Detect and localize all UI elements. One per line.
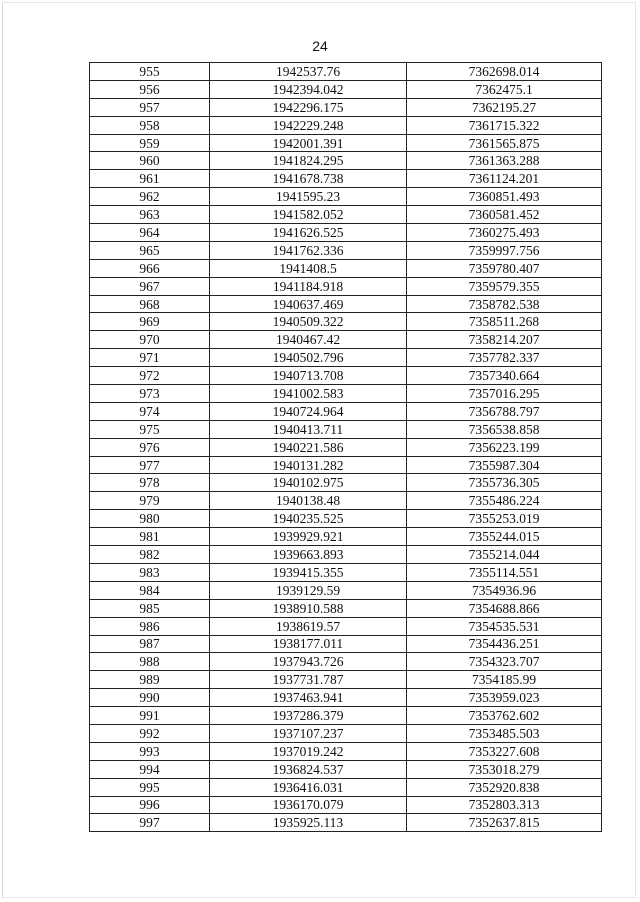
x-coordinate-cell: 1941824.295 <box>210 152 407 170</box>
x-coordinate-cell: 1940413.711 <box>210 420 407 438</box>
y-coordinate-cell: 7360851.493 <box>407 188 602 206</box>
point-number-cell: 974 <box>90 402 210 420</box>
table-row <box>90 796 602 814</box>
table-row <box>90 188 602 206</box>
y-coordinate-cell: 7355736.305 <box>407 474 602 492</box>
x-coordinate-cell: 1937019.242 <box>210 742 407 760</box>
point-number-cell: 989 <box>90 671 210 689</box>
y-coordinate-cell: 7360581.452 <box>407 206 602 224</box>
point-number-cell: 987 <box>90 635 210 653</box>
table-row <box>90 420 602 438</box>
table-row <box>90 152 602 170</box>
y-coordinate-cell: 7353762.602 <box>407 707 602 725</box>
x-coordinate-cell: 1937286.379 <box>210 707 407 725</box>
x-coordinate-cell: 1942394.042 <box>210 80 407 98</box>
y-coordinate-cell: 7354185.99 <box>407 671 602 689</box>
y-coordinate-cell: 7355253.019 <box>407 510 602 528</box>
point-number-cell: 995 <box>90 778 210 796</box>
table-row <box>90 98 602 116</box>
table-row <box>90 563 602 581</box>
table-row <box>90 134 602 152</box>
x-coordinate-cell: 1940713.708 <box>210 367 407 385</box>
y-coordinate-cell: 7354323.707 <box>407 653 602 671</box>
point-number-cell: 983 <box>90 563 210 581</box>
x-coordinate-cell: 1939929.921 <box>210 528 407 546</box>
point-number-cell: 956 <box>90 80 210 98</box>
point-number-cell: 975 <box>90 420 210 438</box>
x-coordinate-cell: 1937731.787 <box>210 671 407 689</box>
x-coordinate-cell: 1941595.23 <box>210 188 407 206</box>
y-coordinate-cell: 7360275.493 <box>407 224 602 242</box>
point-number-cell: 984 <box>90 581 210 599</box>
y-coordinate-cell: 7355114.551 <box>407 563 602 581</box>
coordinates-table <box>89 62 602 832</box>
y-coordinate-cell: 7361565.875 <box>407 134 602 152</box>
point-number-cell: 957 <box>90 98 210 116</box>
point-number-cell: 973 <box>90 385 210 403</box>
y-coordinate-cell: 7357016.295 <box>407 385 602 403</box>
table-row <box>90 259 602 277</box>
x-coordinate-cell: 1941408.5 <box>210 259 407 277</box>
point-number-cell: 962 <box>90 188 210 206</box>
table-row <box>90 313 602 331</box>
y-coordinate-cell: 7353959.023 <box>407 689 602 707</box>
x-coordinate-cell: 1937943.726 <box>210 653 407 671</box>
table-row <box>90 492 602 510</box>
x-coordinate-cell: 1936170.079 <box>210 796 407 814</box>
point-number-cell: 955 <box>90 63 210 81</box>
y-coordinate-cell: 7358511.268 <box>407 313 602 331</box>
point-number-cell: 971 <box>90 349 210 367</box>
point-number-cell: 976 <box>90 438 210 456</box>
x-coordinate-cell: 1942296.175 <box>210 98 407 116</box>
table-row <box>90 653 602 671</box>
point-number-cell: 996 <box>90 796 210 814</box>
table-row <box>90 742 602 760</box>
y-coordinate-cell: 7356788.797 <box>407 402 602 420</box>
table-row <box>90 241 602 259</box>
point-number-cell: 963 <box>90 206 210 224</box>
y-coordinate-cell: 7359579.355 <box>407 277 602 295</box>
y-coordinate-cell: 7359780.407 <box>407 259 602 277</box>
x-coordinate-cell: 1940138.48 <box>210 492 407 510</box>
table-row <box>90 724 602 742</box>
x-coordinate-cell: 1942229.248 <box>210 116 407 134</box>
x-coordinate-cell: 1942537.76 <box>210 63 407 81</box>
y-coordinate-cell: 7354535.531 <box>407 617 602 635</box>
y-coordinate-cell: 7362698.014 <box>407 63 602 81</box>
x-coordinate-cell: 1940724.964 <box>210 402 407 420</box>
x-coordinate-cell: 1941678.738 <box>210 170 407 188</box>
table-row <box>90 170 602 188</box>
table-row <box>90 581 602 599</box>
y-coordinate-cell: 7355214.044 <box>407 546 602 564</box>
x-coordinate-cell: 1938177.011 <box>210 635 407 653</box>
table-row <box>90 402 602 420</box>
table-row <box>90 546 602 564</box>
coordinates-table-body <box>90 63 602 832</box>
table-row <box>90 295 602 313</box>
x-coordinate-cell: 1940467.42 <box>210 331 407 349</box>
table-row <box>90 778 602 796</box>
table-row <box>90 206 602 224</box>
point-number-cell: 982 <box>90 546 210 564</box>
table-row <box>90 814 602 832</box>
y-coordinate-cell: 7353227.608 <box>407 742 602 760</box>
point-number-cell: 977 <box>90 456 210 474</box>
y-coordinate-cell: 7361363.288 <box>407 152 602 170</box>
x-coordinate-cell: 1937107.237 <box>210 724 407 742</box>
y-coordinate-cell: 7357782.337 <box>407 349 602 367</box>
point-number-cell: 988 <box>90 653 210 671</box>
page-number: 24 <box>312 38 328 54</box>
table-row <box>90 617 602 635</box>
x-coordinate-cell: 1938910.588 <box>210 599 407 617</box>
x-coordinate-cell: 1939129.59 <box>210 581 407 599</box>
table-row <box>90 474 602 492</box>
point-number-cell: 969 <box>90 313 210 331</box>
point-number-cell: 981 <box>90 528 210 546</box>
point-number-cell: 993 <box>90 742 210 760</box>
point-number-cell: 997 <box>90 814 210 832</box>
table-row <box>90 760 602 778</box>
point-number-cell: 985 <box>90 599 210 617</box>
point-number-cell: 961 <box>90 170 210 188</box>
point-number-cell: 980 <box>90 510 210 528</box>
x-coordinate-cell: 1940235.525 <box>210 510 407 528</box>
table-row <box>90 385 602 403</box>
y-coordinate-cell: 7362475.1 <box>407 80 602 98</box>
y-coordinate-cell: 7356538.858 <box>407 420 602 438</box>
point-number-cell: 964 <box>90 224 210 242</box>
x-coordinate-cell: 1941626.525 <box>210 224 407 242</box>
table-row <box>90 224 602 242</box>
x-coordinate-cell: 1940502.796 <box>210 349 407 367</box>
x-coordinate-cell: 1939663.893 <box>210 546 407 564</box>
table-row <box>90 277 602 295</box>
y-coordinate-cell: 7361124.201 <box>407 170 602 188</box>
point-number-cell: 967 <box>90 277 210 295</box>
point-number-cell: 966 <box>90 259 210 277</box>
point-number-cell: 960 <box>90 152 210 170</box>
point-number-cell: 970 <box>90 331 210 349</box>
x-coordinate-cell: 1940131.282 <box>210 456 407 474</box>
y-coordinate-cell: 7356223.199 <box>407 438 602 456</box>
point-number-cell: 972 <box>90 367 210 385</box>
point-number-cell: 990 <box>90 689 210 707</box>
table-row <box>90 689 602 707</box>
x-coordinate-cell: 1938619.57 <box>210 617 407 635</box>
y-coordinate-cell: 7352920.838 <box>407 778 602 796</box>
x-coordinate-cell: 1941762.336 <box>210 241 407 259</box>
table-row <box>90 599 602 617</box>
y-coordinate-cell: 7355987.304 <box>407 456 602 474</box>
point-number-cell: 958 <box>90 116 210 134</box>
point-number-cell: 965 <box>90 241 210 259</box>
y-coordinate-cell: 7352803.313 <box>407 796 602 814</box>
x-coordinate-cell: 1941002.583 <box>210 385 407 403</box>
table-row <box>90 331 602 349</box>
point-number-cell: 968 <box>90 295 210 313</box>
table-row <box>90 510 602 528</box>
table-row <box>90 671 602 689</box>
table-row <box>90 116 602 134</box>
x-coordinate-cell: 1940509.322 <box>210 313 407 331</box>
x-coordinate-cell: 1940102.975 <box>210 474 407 492</box>
table-row <box>90 349 602 367</box>
y-coordinate-cell: 7359997.756 <box>407 241 602 259</box>
y-coordinate-cell: 7352637.815 <box>407 814 602 832</box>
x-coordinate-cell: 1940637.469 <box>210 295 407 313</box>
table-row <box>90 80 602 98</box>
table-row <box>90 456 602 474</box>
x-coordinate-cell: 1935925.113 <box>210 814 407 832</box>
x-coordinate-cell: 1939415.355 <box>210 563 407 581</box>
table-row <box>90 438 602 456</box>
point-number-cell: 986 <box>90 617 210 635</box>
table-row <box>90 707 602 725</box>
point-number-cell: 978 <box>90 474 210 492</box>
y-coordinate-cell: 7354936.96 <box>407 581 602 599</box>
x-coordinate-cell: 1937463.941 <box>210 689 407 707</box>
y-coordinate-cell: 7358214.207 <box>407 331 602 349</box>
y-coordinate-cell: 7358782.538 <box>407 295 602 313</box>
y-coordinate-cell: 7357340.664 <box>407 367 602 385</box>
x-coordinate-cell: 1936824.537 <box>210 760 407 778</box>
point-number-cell: 992 <box>90 724 210 742</box>
x-coordinate-cell: 1941582.052 <box>210 206 407 224</box>
table-row <box>90 63 602 81</box>
y-coordinate-cell: 7353485.503 <box>407 724 602 742</box>
y-coordinate-cell: 7362195.27 <box>407 98 602 116</box>
x-coordinate-cell: 1942001.391 <box>210 134 407 152</box>
y-coordinate-cell: 7354688.866 <box>407 599 602 617</box>
y-coordinate-cell: 7355244.015 <box>407 528 602 546</box>
point-number-cell: 979 <box>90 492 210 510</box>
x-coordinate-cell: 1940221.586 <box>210 438 407 456</box>
table-row <box>90 528 602 546</box>
point-number-cell: 994 <box>90 760 210 778</box>
y-coordinate-cell: 7355486.224 <box>407 492 602 510</box>
y-coordinate-cell: 7354436.251 <box>407 635 602 653</box>
x-coordinate-cell: 1941184.918 <box>210 277 407 295</box>
y-coordinate-cell: 7353018.279 <box>407 760 602 778</box>
point-number-cell: 959 <box>90 134 210 152</box>
y-coordinate-cell: 7361715.322 <box>407 116 602 134</box>
table-row <box>90 635 602 653</box>
table-row <box>90 367 602 385</box>
x-coordinate-cell: 1936416.031 <box>210 778 407 796</box>
point-number-cell: 991 <box>90 707 210 725</box>
